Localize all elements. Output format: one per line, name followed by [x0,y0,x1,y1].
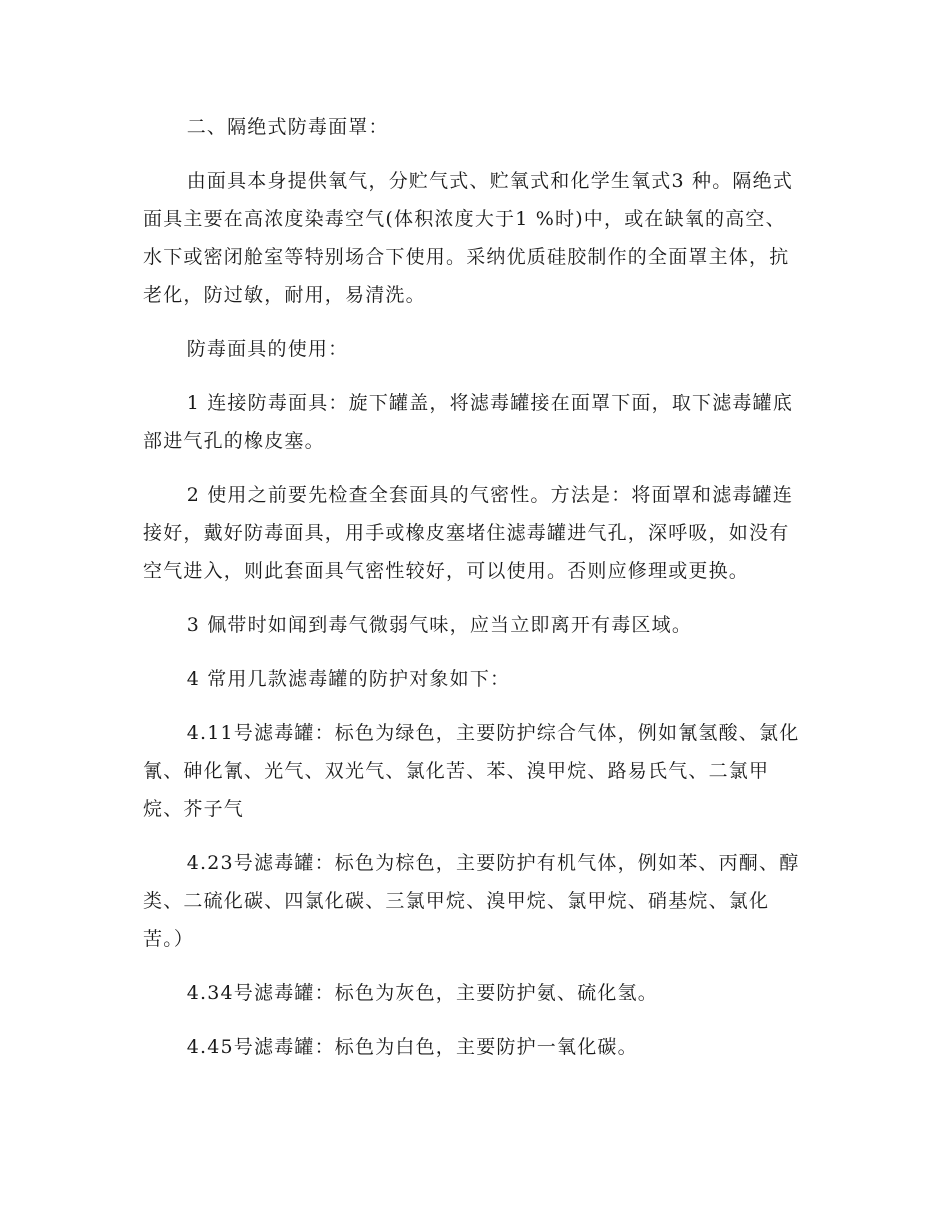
canister-item-2: 4.23号滤毒罐：标色为棕色，主要防护有机气体，例如苯、丙酮、醇类、二硫化碳、四氯化碳、三氯甲烷、溴甲烷、氯甲烷、硝基烷、氯化苦。） [143,852,800,950]
canister-item-3: 4.34号滤毒罐：标色为灰色，主要防护氨、硫化氢。 [186,982,658,1004]
step-3: 3 佩带时如闻到毒气微弱气味，应当立即离开有毒区域。 [186,614,693,636]
canister-item-1: 4.11号滤毒罐：标色为绿色，主要防护综合气体，例如氰氢酸、氯化氰、砷化氰、光气、双光气、氯化苦、苯、溴甲烷、路易氏气、二氯甲烷、芥子气 [143,722,800,820]
step-1: 1 连接防毒面具：旋下罐盖，将滤毒罐接在面罩下面，取下滤毒罐底部进气孔的橡皮塞。 [143,392,794,452]
canister-item-4: 4.45号滤毒罐：标色为白色，主要防护一氧化碳。 [186,1036,638,1058]
section-heading: 二、隔绝式防毒面罩： [186,116,389,138]
step-2: 2 使用之前要先检查全套面具的气密性。方法是：将面罩和滤毒罐连接好，戴好防毒面具，用手或橡皮塞堵住滤毒罐进气孔，深呼吸，如没有空气进入，则此套面具气密性较好，可以使用。否则应修理或更换。 [143,484,794,582]
paragraph-intro: 由面具本身提供氧气，分贮气式、贮氧式和化学生氧式3 种。隔绝式面具主要在高浓度染毒空气(体积浓度大于1 %时)中，或在缺氧的高空、水下或密闭舱室等特别场合下使用。采纳优质硅胶制作的全面罩主体，抗老化，防过敏，耐用，易清洗。 [143,170,794,306]
usage-heading: 防毒面具的使用： [186,338,349,360]
document-body [143,108,803,1082]
step-4: 4 常用几款滤毒罐的防护对象如下： [186,668,511,690]
